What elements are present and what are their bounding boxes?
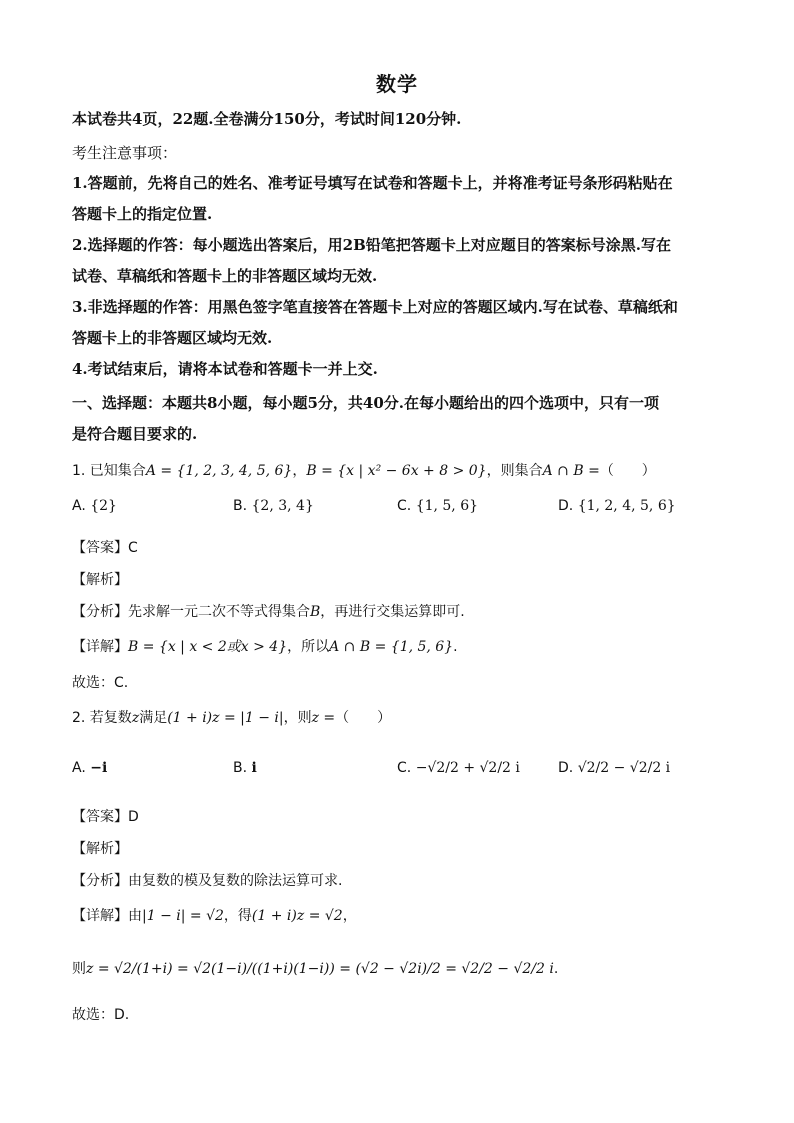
notice-line: 1.答题前，先将自己的姓名、准考证号填写在试卷和答题卡上，并将准考证号条形码粘贴在 (72, 174, 673, 192)
q1-conclusion: 故选：C. (72, 675, 129, 691)
q1-detail: 【详解】B = {x | x < 2或x > 4}，所以A ∩ B = {1, 5, 6}. (72, 639, 458, 655)
q1-option-d: D. {1, 2, 4, 5, 6} (558, 498, 676, 514)
q2-option-d: D. √2/2 − √2/2 i (558, 760, 671, 776)
q2-detail: 【详解】由|1 − i| = √2，得(1 + i)z = √2， (72, 908, 357, 924)
section-heading: 是符合题目要求的. (72, 425, 198, 443)
notice-line: 答题卡上的非答题区域均无效. (72, 329, 273, 347)
question-1-stem: 1. 已知集合A = {1, 2, 3, 4, 5, 6}，B = {x | x² − 6x + 8 > 0}，则集合A ∩ B =（ ） (72, 463, 656, 479)
set-a: A = {1, 2, 3, 4, 5, 6} (145, 463, 293, 479)
notice-line: 4.考试结束后，请将本试卷和答题卡一并上交. (72, 360, 378, 378)
q2-analysis-tag: 【解析】 (72, 841, 128, 857)
notice-heading: 考生注意事项： (72, 144, 178, 162)
q2-fenxi: 【分析】由复数的模及复数的除法运算可求. (72, 873, 343, 889)
notice-line: 答题卡上的指定位置. (72, 205, 213, 223)
q2-condition: (1 + i)z = |1 − i| (167, 710, 284, 726)
notice-line: 3.非选择题的作答：用黑色签字笔直接答在答题卡上对应的答题区域内.写在试卷、草稿纸和 (72, 298, 678, 316)
section-heading: 一、选择题：本题共8小题，每小题5分，共40分.在每小题给出的四个选项中，只有一项 (72, 394, 659, 412)
q2-option-b: B. i (233, 760, 257, 776)
q1-option-b: B. {2, 3, 4} (233, 498, 314, 514)
q1-answer: 【答案】C (72, 540, 138, 556)
question-2-stem: 2. 若复数z满足(1 + i)z = |1 − i|，则z =（ ） (72, 710, 392, 726)
q1-option-c: C. {1, 5, 6} (397, 498, 479, 514)
q1-analysis-tag: 【解析】 (72, 572, 128, 588)
notice-line: 试卷、草稿纸和答题卡上的非答题区域均无效. (72, 267, 378, 285)
notice-line: 2.选择题的作答：每小题选出答案后，用2B铅笔把答题卡上对应题目的答案标号涂黑.写在 (72, 236, 672, 254)
page-title: 数学 (376, 72, 418, 96)
q2-option-c: C. −√2/2 + √2/2 i (397, 760, 520, 776)
set-b: B = {x | x² − 6x + 8 > 0} (306, 463, 487, 479)
q2-option-a: A. −i (72, 760, 108, 776)
q2-conclusion: 故选：D. (72, 1007, 130, 1023)
intro-line: 本试卷共4页，22题.全卷满分150分，考试时间120分钟. (72, 110, 462, 128)
q2-answer: 【答案】D (72, 809, 139, 825)
q1-fenxi: 【分析】先求解一元二次不等式得集合B，再进行交集运算即可. (72, 604, 465, 620)
q1-option-a: A. {2} (72, 498, 117, 514)
q2-calculation: 则z = √2/(1+i) = √2(1−i)/((1+i)(1−i)) = (√2 − √2i)/2 = √2/2 − √2/2 i. (72, 961, 559, 977)
